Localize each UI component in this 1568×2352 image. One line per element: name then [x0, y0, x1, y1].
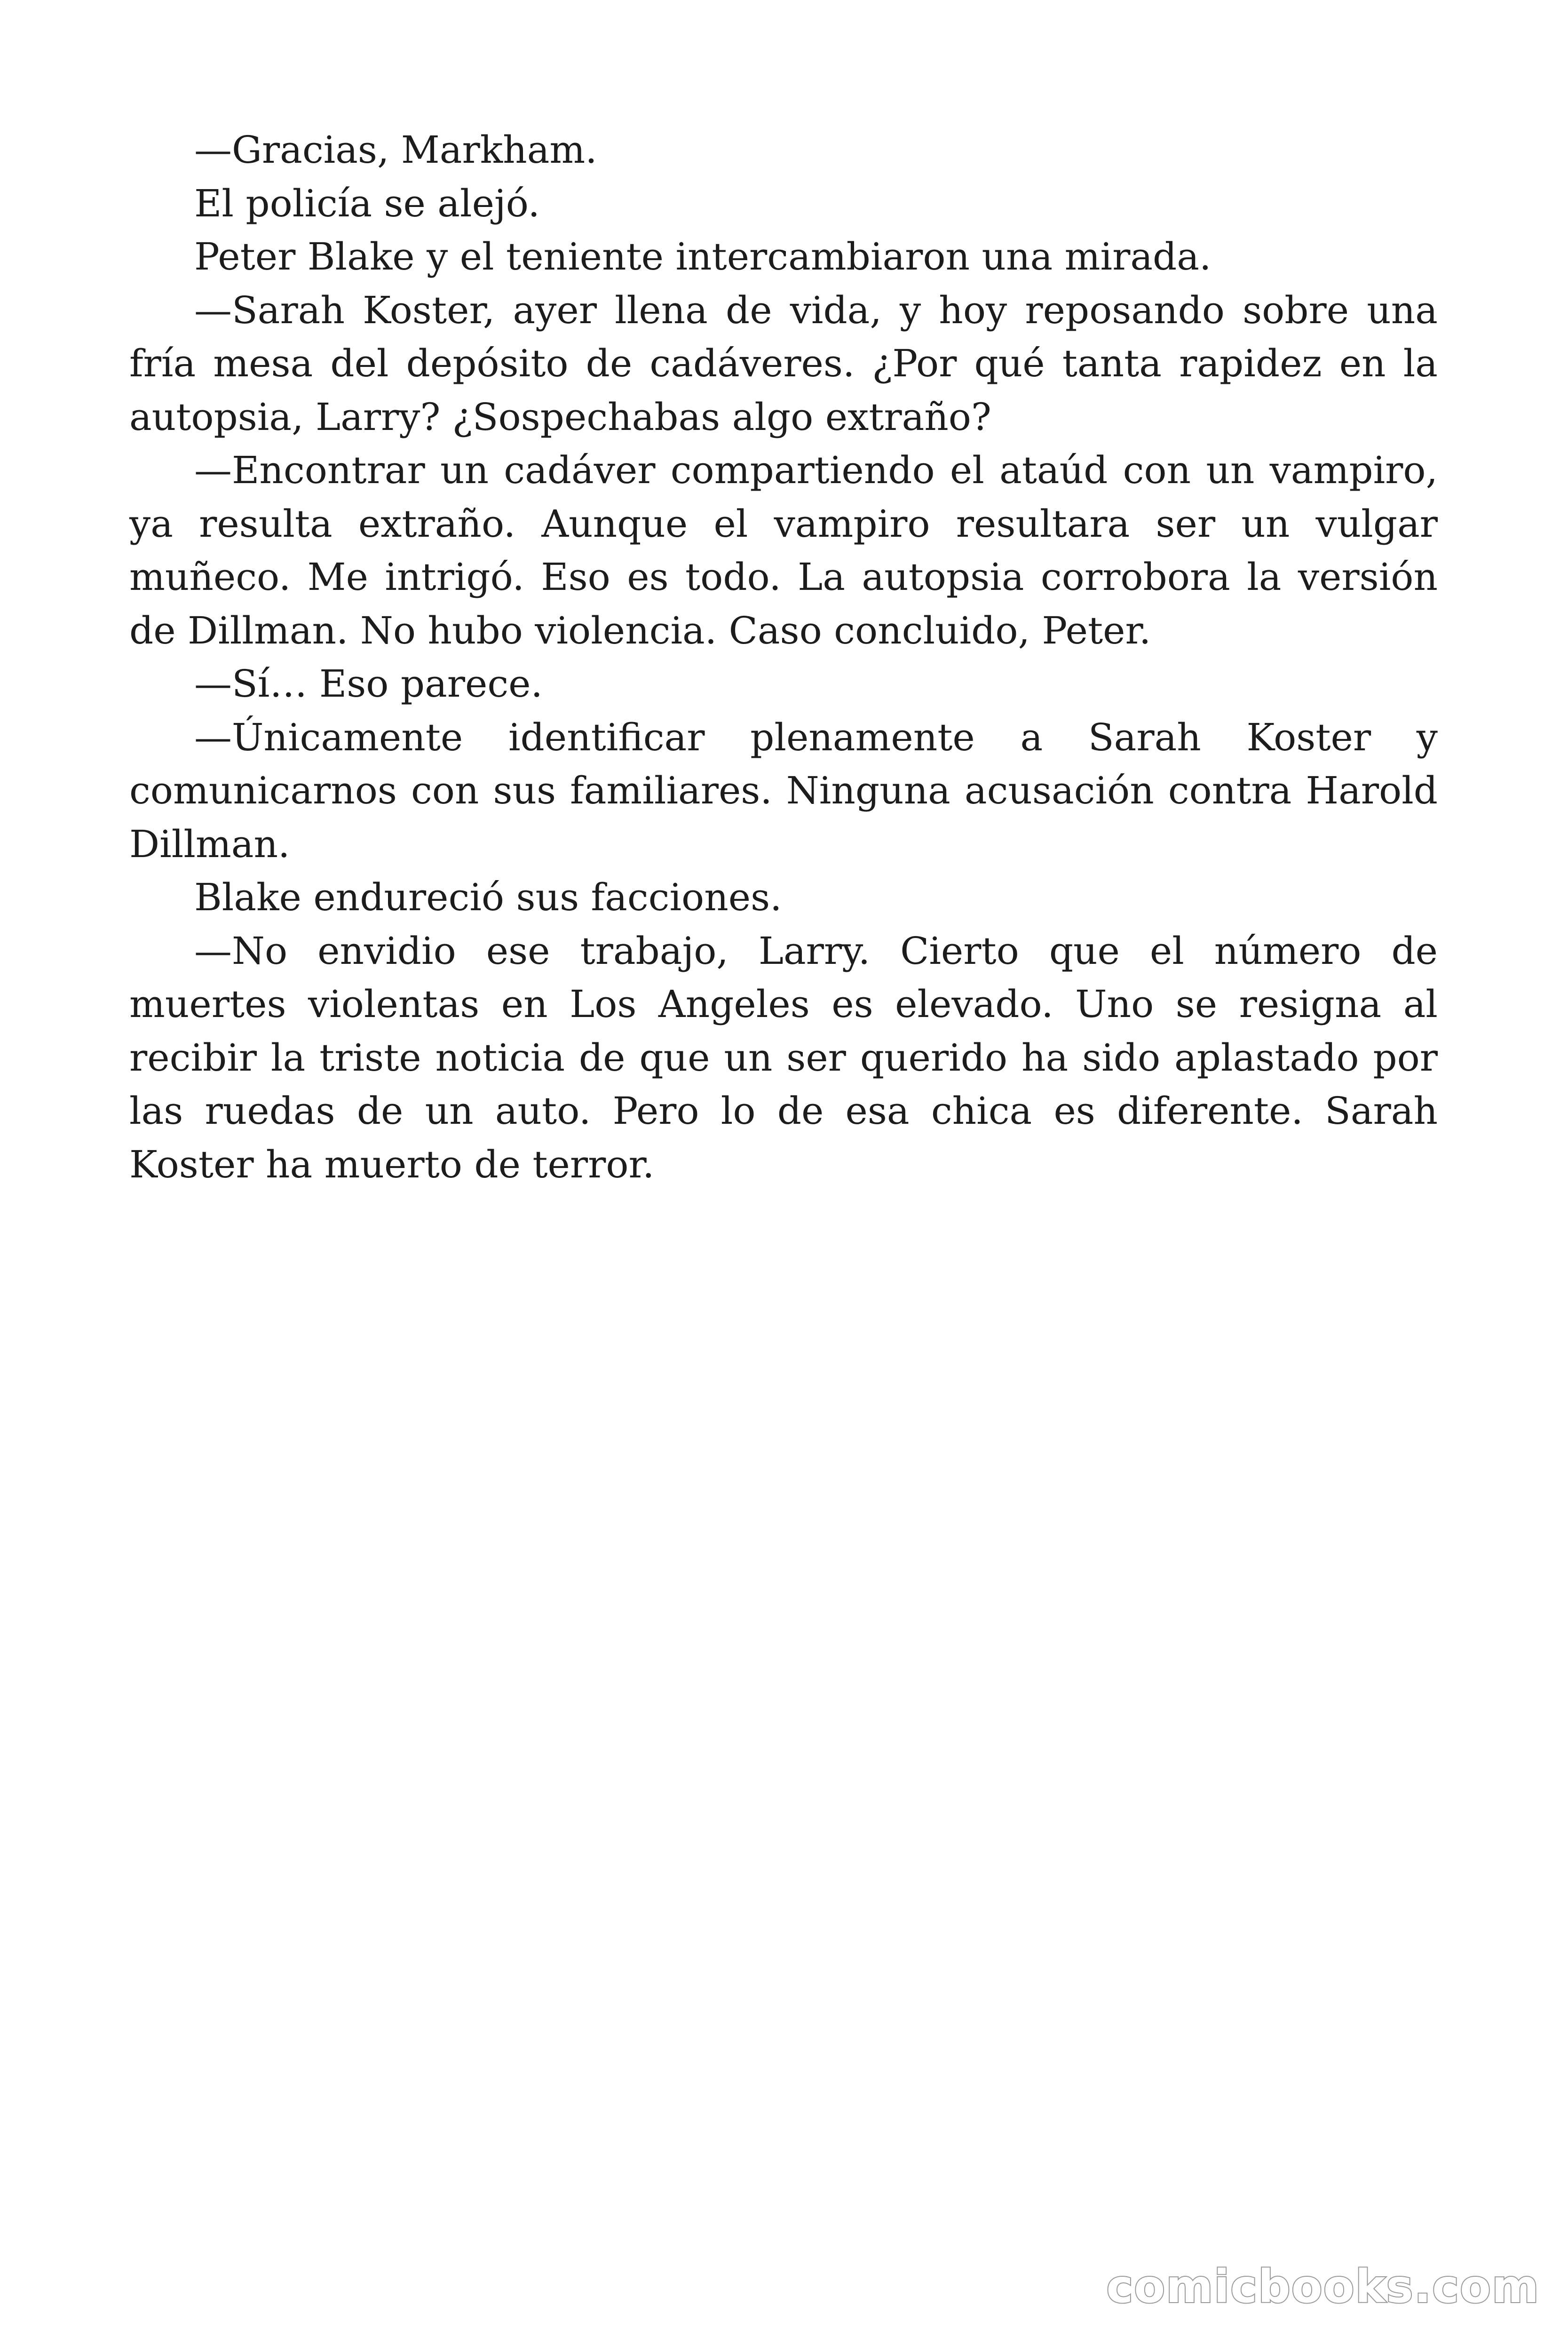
paragraph: —Únicamente identificar plenamente a Sarah Koster y comunicarnos con sus familiares. Ninguna acusación contra Harold Dillman.	[129, 715, 1438, 866]
paragraph: Blake endureció sus facciones.	[194, 875, 782, 919]
body-text	[129, 123, 1438, 1191]
paragraph: —Sí… Eso parece.	[194, 662, 543, 706]
paragraph: —Encontrar un cadáver compartiendo el ataúd con un vampiro, ya resulta extraño. Aunque el vampiro resultara ser un vulgar muñeco. Me intrigó. Eso es todo. La autopsia corrobora la versión de Dillman. No hubo violencia. Caso concluido, Peter.	[129, 448, 1438, 652]
paragraph: —No envidio ese trabajo, Larry. Cierto que el número de muertes violentas en Los Angeles es elevado. Uno se resigna al recibir la triste noticia de que un ser querido ha sido aplastado por las ruedas de un auto. Pero lo de esa chica es diferente. Sarah Koster ha muerto de terror.	[129, 929, 1438, 1186]
watermark: comicbooks.com	[1106, 2260, 1540, 2313]
paragraph: —Sarah Koster, ayer llena de vida, y hoy reposando sobre una fría mesa del depósito de cadáveres. ¿Por qué tanta rapidez en la autopsia, Larry? ¿Sospechabas algo extraño?	[129, 288, 1438, 439]
paragraph: El policía se alejó.	[194, 181, 540, 225]
paragraph: Peter Blake y el teniente intercambiaron una mirada.	[194, 235, 1212, 278]
paragraph: —Gracias, Markham.	[194, 128, 597, 172]
